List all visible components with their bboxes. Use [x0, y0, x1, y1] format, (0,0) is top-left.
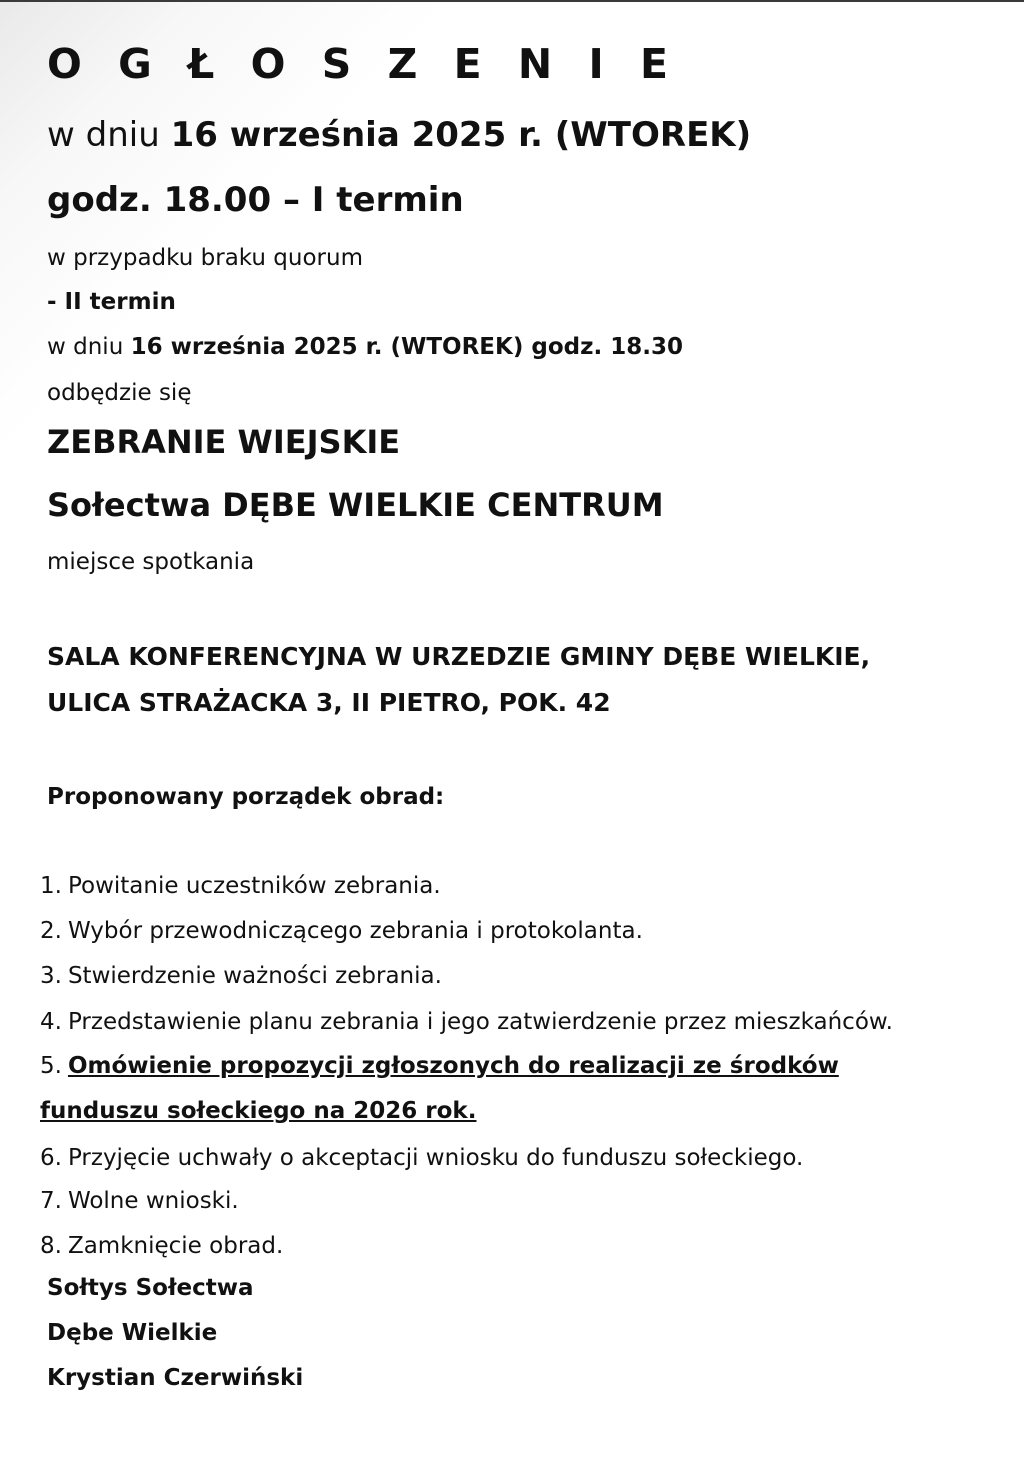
second-date-prefix: w dniu	[47, 334, 131, 360]
agenda-item-6	[40, 1145, 803, 1171]
agenda-item-2	[40, 918, 643, 944]
meeting-date-line	[47, 115, 751, 155]
agenda-text: Stwierdzenie ważności zebrania.	[67, 963, 442, 989]
agenda-number: 7.	[40, 1188, 62, 1214]
signature-name: Krystian Czerwiński	[47, 1365, 304, 1391]
second-term-label: - II termin	[47, 289, 176, 315]
meeting-date: 16 września 2025 r. (WTOREK)	[170, 115, 752, 155]
agenda-number: 3.	[40, 963, 62, 989]
address-line-2: ULICA STRAŻACKA 3, II PIETRO, POK. 42	[47, 688, 611, 717]
second-term-date-line	[47, 334, 683, 360]
agenda-item-5	[40, 1053, 839, 1079]
agenda-text-highlighted: Omówienie propozycji zgłoszonych do realizacji ze środków	[67, 1053, 839, 1079]
agenda-item-7	[40, 1188, 239, 1214]
date-prefix: w dniu	[47, 115, 171, 155]
meeting-subtitle: Sołectwa DĘBE WIELKIE CENTRUM	[47, 486, 664, 524]
agenda-item-3	[40, 963, 442, 989]
second-term-date: 16 września 2025 r. (WTOREK) godz. 18.30	[130, 334, 683, 360]
agenda-number: 6.	[40, 1145, 62, 1171]
address-line-1: SALA KONFERENCYJNA W URZEDZIE GMINY DĘBE WIELKIE,	[47, 642, 871, 671]
top-border	[0, 0, 1024, 2]
signature-village: Dębe Wielkie	[47, 1320, 218, 1346]
place-label: miejsce spotkania	[47, 549, 255, 575]
agenda-text: Powitanie uczestników zebrania.	[67, 873, 441, 899]
agenda-text: Zamknięcie obrad.	[67, 1233, 284, 1259]
agenda-number: 2.	[40, 918, 62, 944]
agenda-text: Przedstawienie planu zebrania i jego zatwierdzenie przez mieszkańców.	[67, 1009, 893, 1035]
signature-title: Sołtys Sołectwa	[47, 1275, 254, 1301]
agenda-text: Wolne wnioski.	[67, 1188, 239, 1214]
agenda-item-4	[40, 1009, 893, 1035]
agenda-number: 8.	[40, 1233, 62, 1259]
agenda-title: Proponowany porządek obrad:	[47, 784, 445, 810]
agenda-number: 1.	[40, 873, 62, 899]
first-term-time: godz. 18.00 – I termin	[47, 180, 464, 220]
meeting-title: ZEBRANIE WIEJSKIE	[47, 423, 401, 461]
agenda-item-5-continuation: funduszu sołeckiego na 2026 rok.	[40, 1098, 477, 1124]
agenda-item-8	[40, 1233, 283, 1259]
agenda-text: Wybór przewodniczącego zebrania i protokolanta.	[67, 918, 643, 944]
takes-place-text: odbędzie się	[47, 380, 192, 406]
agenda-number: 4.	[40, 1009, 62, 1035]
announcement-headline: O G Ł O S Z E N I E	[47, 40, 679, 88]
agenda-item-1	[40, 873, 441, 899]
quorum-note: w przypadku braku quorum	[47, 245, 363, 271]
agenda-text: Przyjęcie uchwały o akceptacji wniosku do funduszu sołeckiego.	[67, 1145, 804, 1171]
agenda-number: 5.	[40, 1053, 62, 1079]
